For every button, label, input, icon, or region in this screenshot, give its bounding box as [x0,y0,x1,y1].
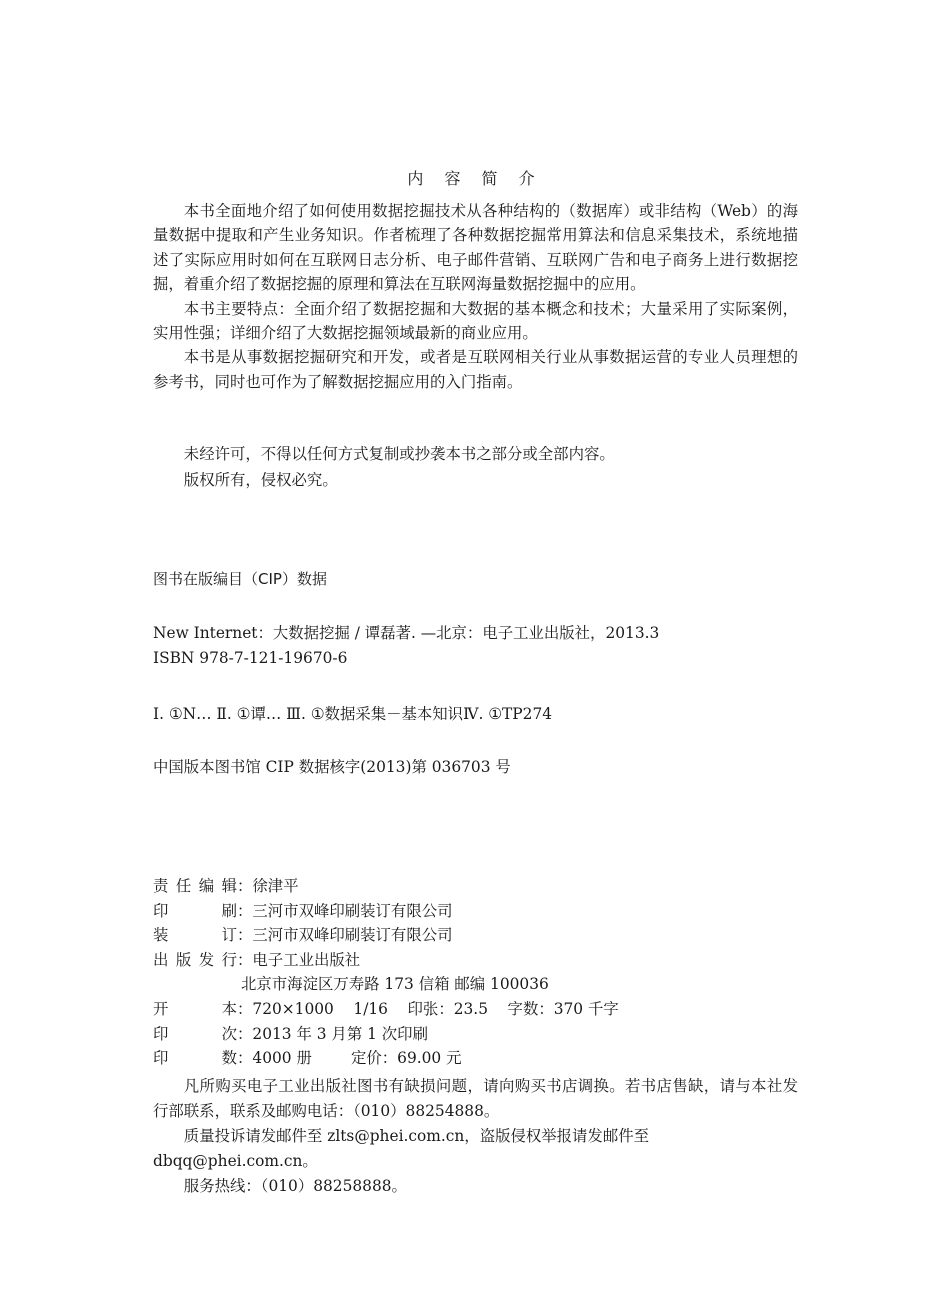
credit-value: 徐津平 [252,877,299,895]
cip-approval-number: 中国版本图书馆 CIP 数据核字(2013)第 036703 号 [153,758,511,776]
cip-record: New Internet：大数据挖掘 / 谭磊著. —北京：电子工业出版社，2013.3 [153,624,660,642]
credit-value: 电子工业出版社 [252,950,361,969]
intro-paragraph: 本书主要特点：全面介绍了数据挖掘和大数据的基本概念和技术；大量采用了实际案例，实用性强；详细介绍了大数据挖掘领域最新的商业应用。 [153,299,798,343]
isbn: ISBN 978-7-121-19670-6 [153,649,348,667]
complaint-email-notice: 质量投诉请发邮件至 zlts@phei.com.cn，盗版侵权举报请发邮件至 dbqq@phei.com.cn。 [153,1127,649,1170]
intro-paragraph: 本书全面地介绍了如何使用数据挖掘技术从各种结构的（数据库）或非结构（Web）的海量数据中提取和产生业务知识。作者梳理了各种数据挖掘常用算法和信息采集技术，系统地描述了实际应用时如何在互联网日志分析、电子邮件营销、互联网广告和电子商务上进行数据挖掘，着重介绍了数据挖掘的原理和算法在互联网海量数据挖掘中的应用。 [153,202,798,294]
credit-value: 720×1000 1/16 印张：23.5 字数：370 千字 [252,999,619,1018]
defect-exchange-notice: 凡所购买电子工业出版社图书有缺损问题，请向购买书店调换。若书店售缺，请与本社发行部联系，联系及邮购电话：（010）88254888。 [153,1077,798,1120]
credit-label: 装订 [153,926,237,945]
credit-value: 三河市双峰印刷装订有限公司 [252,901,453,920]
intro-title: 内 容 简 介 [407,169,543,188]
credit-label: 责任编辑 [153,877,237,895]
credit-label: 印次 [153,1024,237,1043]
credit-label: 印数 [153,1049,237,1068]
rights-reserved-line: 版权所有，侵权必究。 [183,471,338,489]
credit-print-count: 印数 ： 4000 册 定价：69.00 元 [153,1046,619,1071]
copyright-notice [153,441,615,493]
publisher-address: 北京市海淀区万寿路 173 信箱 邮编 100036 [241,975,549,994]
credit-value: 4000 册 定价：69.00 元 [252,1049,462,1068]
credit-edition: 印次 ： 2013 年 3 月第 1 次印刷 [153,1022,619,1047]
credit-printer: 印刷 ： 三河市双峰印刷装订有限公司 [153,899,619,924]
credit-label: 开本 [153,999,237,1018]
credit-format: 开本 ： 720×1000 1/16 印张：23.5 字数：370 千字 [153,997,619,1022]
service-hotline: 服务热线：（010）88258888。 [183,1177,407,1195]
credit-value: 三河市双峰印刷装订有限公司 [252,926,453,945]
copyright-line: 未经许可，不得以任何方式复制或抄袭本书之部分或全部内容。 [183,445,615,463]
credit-publisher: 出版发行 ： 电子工业出版社 [153,948,619,973]
credit-label: 印刷 [153,901,237,920]
intro-body [153,199,798,394]
cip-classification: Ⅰ. ①N… Ⅱ. ①谭… Ⅲ. ①数据采集－基本知识Ⅳ. ①TP274 [153,705,553,723]
credit-label: 出版发行 [153,950,237,969]
credits-block [153,874,619,1071]
credit-value: 2013 年 3 月第 1 次印刷 [252,1024,428,1043]
intro-paragraph: 本书是从事数据挖掘研究和开发，或者是互联网相关行业从事数据运营的专业人员理想的参考书，同时也可作为了解数据挖掘应用的入门指南。 [153,348,798,391]
credit-editor: 责任编辑 ： 徐津平 [153,874,619,899]
credit-binder: 装订 ： 三河市双峰印刷装订有限公司 [153,923,619,948]
cip-title: 图书在版编目（CIP）数据 [153,570,327,588]
purchase-notice [153,1074,798,1199]
